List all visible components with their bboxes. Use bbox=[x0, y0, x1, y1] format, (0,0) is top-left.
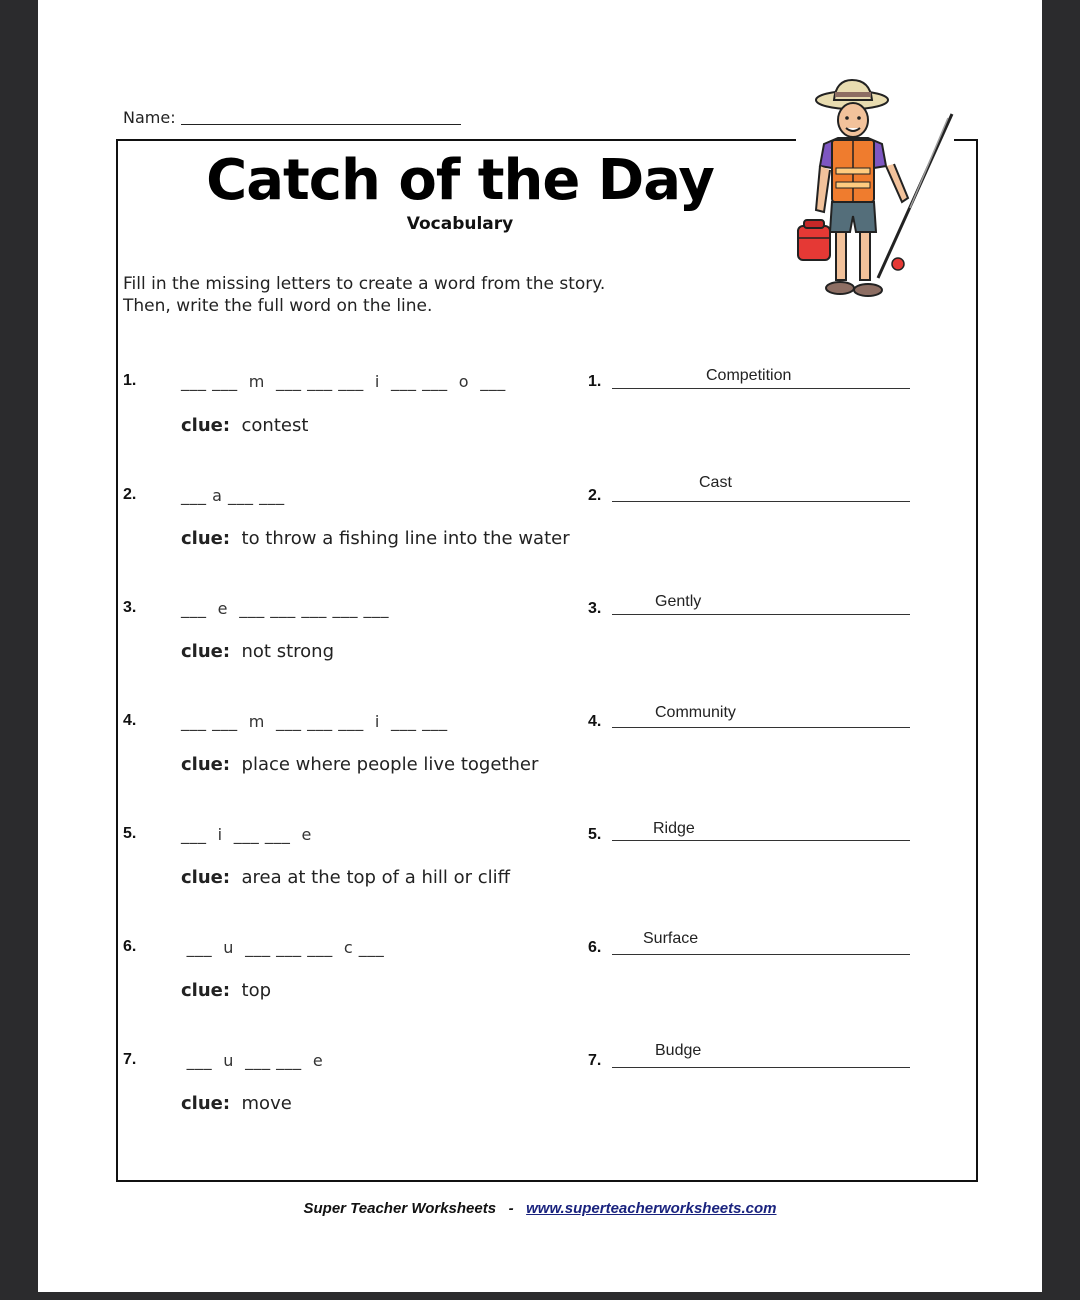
clue bbox=[181, 867, 510, 888]
answer-line[interactable] bbox=[612, 388, 910, 389]
name-field[interactable] bbox=[181, 124, 461, 125]
letter-pattern: ___ ___ m ___ ___ ___ i ___ ___ o ___ bbox=[181, 372, 506, 391]
letter-pattern: ___ ___ m ___ ___ ___ i ___ ___ bbox=[181, 712, 448, 731]
footer bbox=[0, 1200, 1080, 1217]
clue-label: clue: bbox=[181, 415, 231, 436]
answer-line[interactable] bbox=[612, 501, 910, 502]
answer-line[interactable] bbox=[612, 840, 910, 841]
letter-pattern: ___ i ___ ___ e bbox=[181, 825, 312, 844]
answer-text: Ridge bbox=[653, 820, 695, 837]
instructions-line-2: Then, write the full word on the line. bbox=[123, 296, 433, 316]
clue-label: clue: bbox=[181, 867, 231, 888]
clue-text: move bbox=[241, 1093, 292, 1114]
letter-pattern: ___ u ___ ___ ___ c ___ bbox=[181, 938, 385, 957]
clue-text: top bbox=[241, 980, 272, 1001]
clue-label: clue: bbox=[181, 528, 231, 549]
clue-text: to throw a fishing line into the water bbox=[241, 528, 570, 549]
fisherman-icon bbox=[790, 78, 960, 308]
clue-text: not strong bbox=[241, 641, 335, 662]
item-number: 4. bbox=[123, 712, 137, 729]
footer-brand: Super Teacher Worksheets bbox=[303, 1200, 497, 1217]
page-subtitle: Vocabulary bbox=[406, 214, 514, 234]
clue-label: clue: bbox=[181, 641, 231, 662]
answer-number: 3. bbox=[588, 600, 602, 617]
clue bbox=[181, 980, 271, 1001]
item-number: 3. bbox=[123, 599, 137, 616]
answer-text: Cast bbox=[699, 474, 732, 491]
letter-pattern: ___ u ___ ___ e bbox=[181, 1051, 324, 1070]
answer-line[interactable] bbox=[612, 614, 910, 615]
clue bbox=[181, 641, 334, 662]
item-number: 2. bbox=[123, 486, 137, 503]
answer-text: Budge bbox=[655, 1042, 702, 1059]
letter-pattern: ___ a ___ ___ bbox=[181, 486, 285, 505]
answer-text: Surface bbox=[643, 930, 699, 947]
clue-label: clue: bbox=[181, 1093, 231, 1114]
name-label: Name: bbox=[123, 108, 176, 127]
clue bbox=[181, 754, 538, 775]
clue bbox=[181, 415, 308, 436]
footer-separator: - bbox=[508, 1200, 514, 1217]
clue bbox=[181, 1093, 292, 1114]
instructions-line-1: Fill in the missing letters to create a word from the story. bbox=[123, 274, 606, 294]
clue bbox=[181, 528, 570, 549]
answer-text: Competition bbox=[706, 367, 792, 384]
answer-number: 1. bbox=[588, 373, 602, 390]
clue-label: clue: bbox=[181, 980, 231, 1001]
instructions bbox=[123, 273, 605, 317]
answer-line[interactable] bbox=[612, 954, 910, 955]
answer-text: Community bbox=[655, 704, 736, 721]
answer-number: 5. bbox=[588, 826, 602, 843]
footer-site-link[interactable]: www.superteacherworksheets.com bbox=[526, 1200, 777, 1217]
item-number: 1. bbox=[123, 372, 137, 389]
letter-pattern: ___ e ___ ___ ___ ___ ___ bbox=[181, 599, 390, 618]
answer-number: 4. bbox=[588, 713, 602, 730]
answer-number: 7. bbox=[588, 1052, 602, 1069]
answer-text: Gently bbox=[655, 593, 702, 610]
clue-text: place where people live together bbox=[241, 754, 539, 775]
page-title: Catch of the Day bbox=[206, 148, 714, 213]
clue-text: area at the top of a hill or cliff bbox=[241, 867, 511, 888]
item-number: 6. bbox=[123, 938, 137, 955]
item-number: 7. bbox=[123, 1051, 137, 1068]
answer-line[interactable] bbox=[612, 1067, 910, 1068]
clue-text: contest bbox=[241, 415, 309, 436]
answer-number: 6. bbox=[588, 939, 602, 956]
clue-label: clue: bbox=[181, 754, 231, 775]
answer-number: 2. bbox=[588, 487, 602, 504]
item-number: 5. bbox=[123, 825, 137, 842]
answer-line[interactable] bbox=[612, 727, 910, 728]
